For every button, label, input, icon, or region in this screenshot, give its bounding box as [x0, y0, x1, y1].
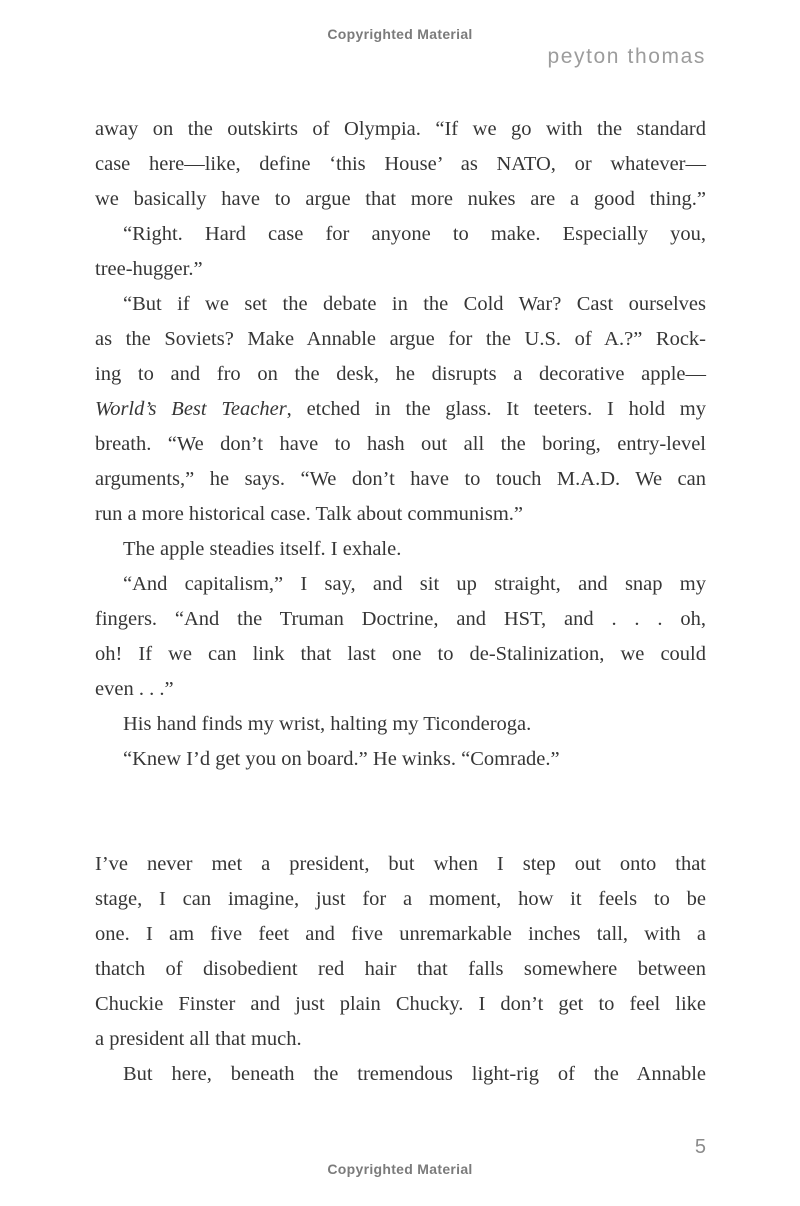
italic-book-title: World’s Best Teacher	[95, 398, 287, 420]
text-line: away on the outskirts of Olympia. “If we go with the standard	[95, 118, 706, 140]
text-line	[95, 392, 706, 427]
text-line: case here—like, define ‘this House’ as NATO, or whatever—	[95, 153, 706, 175]
text-line: one. I am five feet and five unremarkable inches tall, with a	[95, 923, 706, 945]
text-line: thatch of disobedient red hair that falls somewhere between	[95, 958, 706, 980]
text-line: as the Soviets? Make Annable argue for the U.S. of A.?” Rock-	[95, 328, 706, 350]
text-line: a president all that much.	[95, 1028, 302, 1050]
copyright-notice-top: Copyrighted Material	[327, 26, 473, 42]
text-line: The apple steadies itself. I exhale.	[123, 538, 402, 560]
text-line: But here, beneath the tremendous light-rig of the Annable	[123, 1063, 706, 1085]
text-line: His hand finds my wrist, halting my Ticonderoga.	[123, 713, 532, 735]
text-line: I’ve never met a president, but when I step out onto that	[95, 853, 706, 875]
text-line: oh! If we can link that last one to de-Stalinization, we could	[95, 643, 706, 665]
text-line: we basically have to argue that more nukes are a good thing.”	[95, 188, 706, 210]
text-segment: , etched in the glass. It teeters. I hold my	[286, 398, 706, 420]
text-line: “Knew I’d get you on board.” He winks. “Comrade.”	[123, 748, 560, 770]
text-line: “But if we set the debate in the Cold War? Cast ourselves	[123, 293, 706, 315]
author-running-head: peyton thomas	[547, 45, 706, 68]
text-line: ing to and fro on the desk, he disrupts a decorative apple—	[95, 363, 706, 385]
text-line: stage, I can imagine, just for a moment, how it feels to be	[95, 888, 706, 910]
text-line: Chuckie Finster and just plain Chucky. I don’t get to feel like	[95, 993, 706, 1015]
text-line: tree-hugger.”	[95, 258, 203, 280]
page-body	[95, 112, 706, 1092]
page-number: 5	[694, 1136, 706, 1158]
text-line: “Right. Hard case for anyone to make. Especially you,	[123, 223, 706, 245]
copyright-notice-bottom: Copyrighted Material	[327, 1161, 473, 1177]
text-line: arguments,” he says. “We don’t have to touch M.A.D. We can	[95, 468, 706, 490]
text-line: “And capitalism,” I say, and sit up straight, and snap my	[123, 573, 706, 595]
text-line: fingers. “And the Truman Doctrine, and HST, and . . . oh,	[95, 608, 706, 630]
text-line: run a more historical case. Talk about communism.”	[95, 503, 523, 525]
text-line: even . . .”	[95, 678, 174, 700]
text-line: breath. “We don’t have to hash out all the boring, entry-level	[95, 433, 706, 455]
